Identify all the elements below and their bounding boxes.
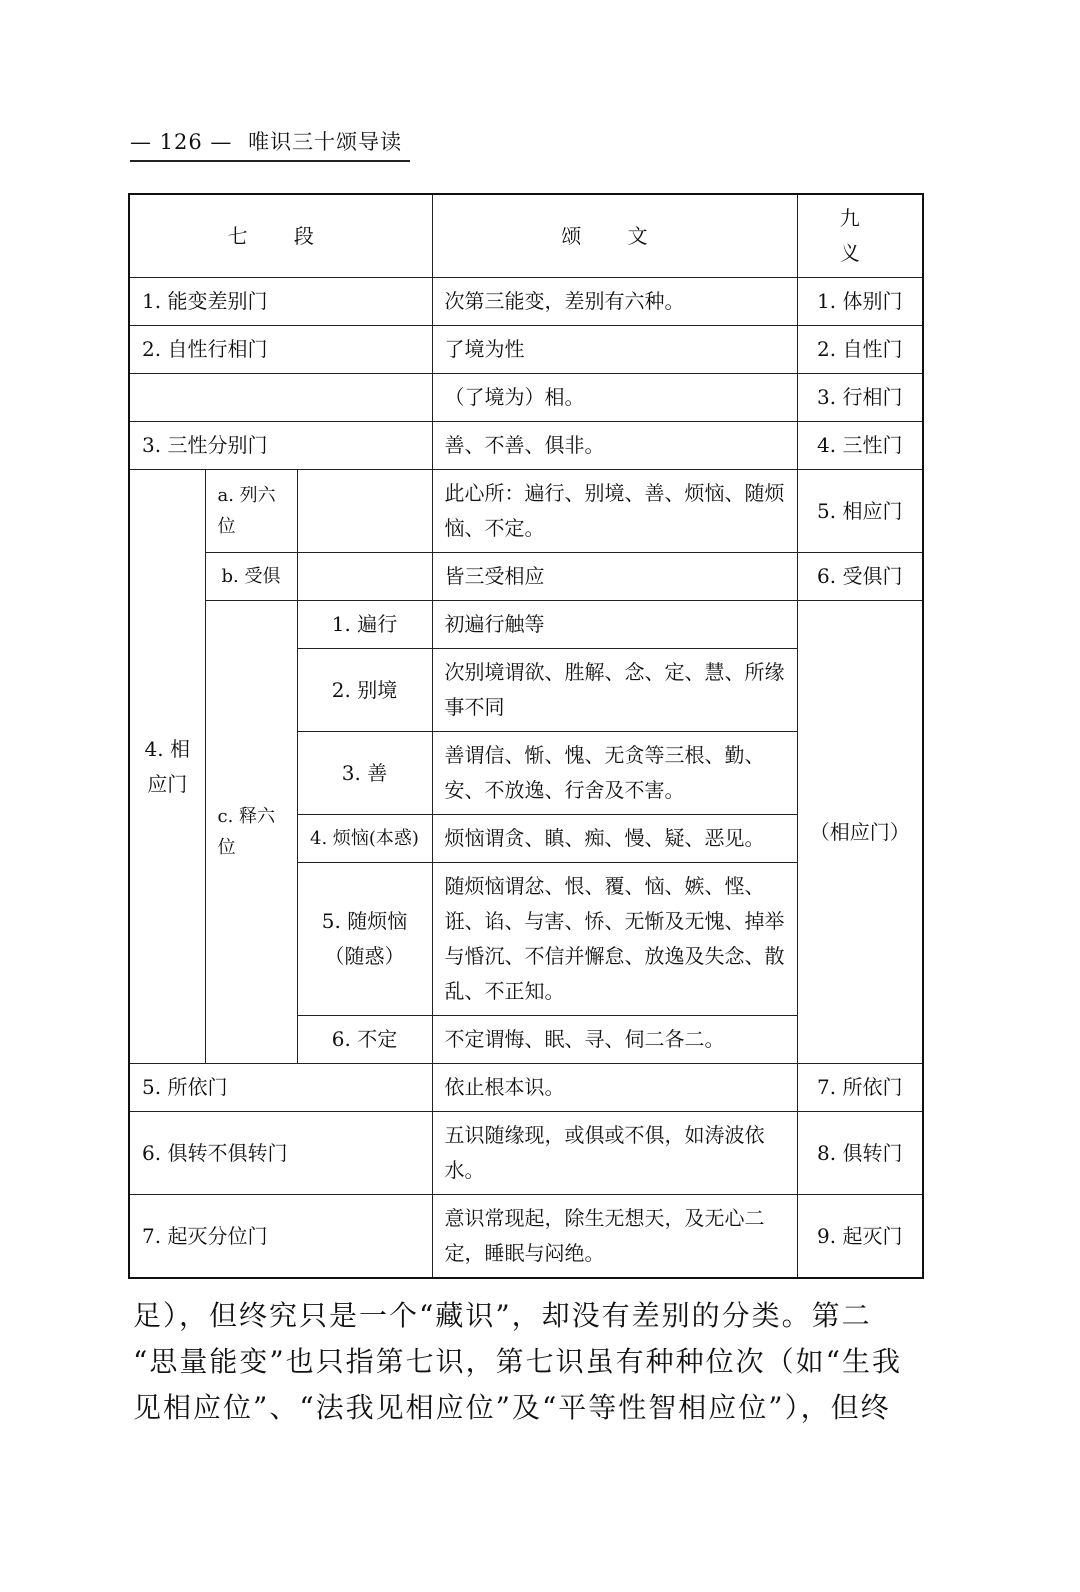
empty-cell [297, 553, 432, 601]
verse-cell: 皆三受相应 [432, 553, 797, 601]
table-row [129, 278, 923, 326]
verse-cell: 初遍行触等 [432, 601, 797, 649]
item-cell: 5. 随烦恼（随惑） [297, 863, 432, 1016]
paragraph-line: 足），但终究只是一个“藏识”，却没有差别的分类。第二 [133, 1299, 872, 1332]
body-paragraph [133, 1293, 933, 1431]
subsegment-cell: b. 受俱 [205, 553, 297, 601]
meaning-cell: 6. 受俱门 [797, 553, 923, 601]
table-row [129, 1064, 923, 1112]
verse-cell: 善谓信、惭、愧、无贪等三根、勤、安、不放逸、行舍及不害。 [432, 732, 797, 815]
verse-cell: 不定谓悔、眠、寻、伺二各二。 [432, 1016, 797, 1064]
verse-cell: 此心所：遍行、别境、善、烦恼、随烦恼、不定。 [432, 470, 797, 553]
paragraph-line: “思量能变”也只指第七识，第七识虽有种种位次（如“生我 [133, 1345, 902, 1378]
item-cell: 6. 不定 [297, 1016, 432, 1064]
verse-cell: 次第三能变，差别有六种。 [432, 278, 797, 326]
meaning-cell: （相应门） [797, 601, 923, 1064]
verse-cell: （了境为）相。 [432, 374, 797, 422]
meaning-cell: 8. 俱转门 [797, 1112, 923, 1195]
segment-cell: 3. 三性分别门 [129, 422, 432, 470]
verse-cell: 了境为性 [432, 326, 797, 374]
verse-cell: 随烦恼谓忿、恨、覆、恼、嫉、悭、诳、谄、与害、㤭、无惭及无愧、掉举与惛沉、不信并懈怠、放逸及失念、散乱、不正知。 [432, 863, 797, 1016]
subsegment-cell: c. 释六位 [205, 601, 297, 1064]
item-cell: 4. 烦恼(本惑) [297, 815, 432, 863]
meaning-cell: 7. 所依门 [797, 1064, 923, 1112]
verse-cell: 依止根本识。 [432, 1064, 797, 1112]
segment-cell [129, 374, 432, 422]
segment-cell: 2. 自性行相门 [129, 326, 432, 374]
table-row [129, 1112, 923, 1195]
verse-cell: 烦恼谓贪、瞋、痴、慢、疑、恶见。 [432, 815, 797, 863]
subsegment-cell: a. 列六位 [205, 470, 297, 553]
segment-cell: 1. 能变差别门 [129, 278, 432, 326]
verse-cell: 五识随缘现，或俱或不俱，如涛波依水。 [432, 1112, 797, 1195]
table-row [129, 326, 923, 374]
meaning-cell: 9. 起灭门 [797, 1195, 923, 1279]
header-nine-meanings: 九 义 [797, 194, 923, 278]
empty-cell [297, 470, 432, 553]
verse-cell: 善、不善、俱非。 [432, 422, 797, 470]
summary-table [128, 193, 924, 1279]
table-row [129, 422, 923, 470]
table-row [129, 470, 923, 553]
table-header-row [129, 194, 923, 278]
meaning-cell: 5. 相应门 [797, 470, 923, 553]
segment-cell: 6. 俱转不俱转门 [129, 1112, 432, 1195]
segment-cell: 5. 所依门 [129, 1064, 432, 1112]
item-cell: 2. 别境 [297, 649, 432, 732]
verse-cell: 次别境谓欲、胜解、念、定、慧、所缘事不同 [432, 649, 797, 732]
meaning-cell: 1. 体别门 [797, 278, 923, 326]
verse-cell: 意识常现起，除生无想天，及无心二定，睡眠与闷绝。 [432, 1195, 797, 1279]
page-header [130, 126, 410, 162]
table-row [129, 553, 923, 601]
paragraph-line: 见相应位”、“法我见相应位”及“平等性智相应位”），但终 [133, 1391, 891, 1424]
header-verse: 颂 文 [432, 194, 797, 278]
segment-cell: 7. 起灭分位门 [129, 1195, 432, 1279]
table-row [129, 601, 923, 649]
meaning-cell: 2. 自性门 [797, 326, 923, 374]
group-cell-correspondence: 4. 相应门 [129, 470, 205, 1064]
table-row [129, 374, 923, 422]
table-row [129, 1195, 923, 1279]
meaning-cell: 4. 三性门 [797, 422, 923, 470]
item-cell: 3. 善 [297, 732, 432, 815]
header-seven-segments: 七 段 [129, 194, 432, 278]
meaning-cell: 3. 行相门 [797, 374, 923, 422]
book-title: 唯识三十颂导读 [248, 130, 403, 154]
page-number: — 126 — [130, 130, 233, 154]
item-cell: 1. 遍行 [297, 601, 432, 649]
